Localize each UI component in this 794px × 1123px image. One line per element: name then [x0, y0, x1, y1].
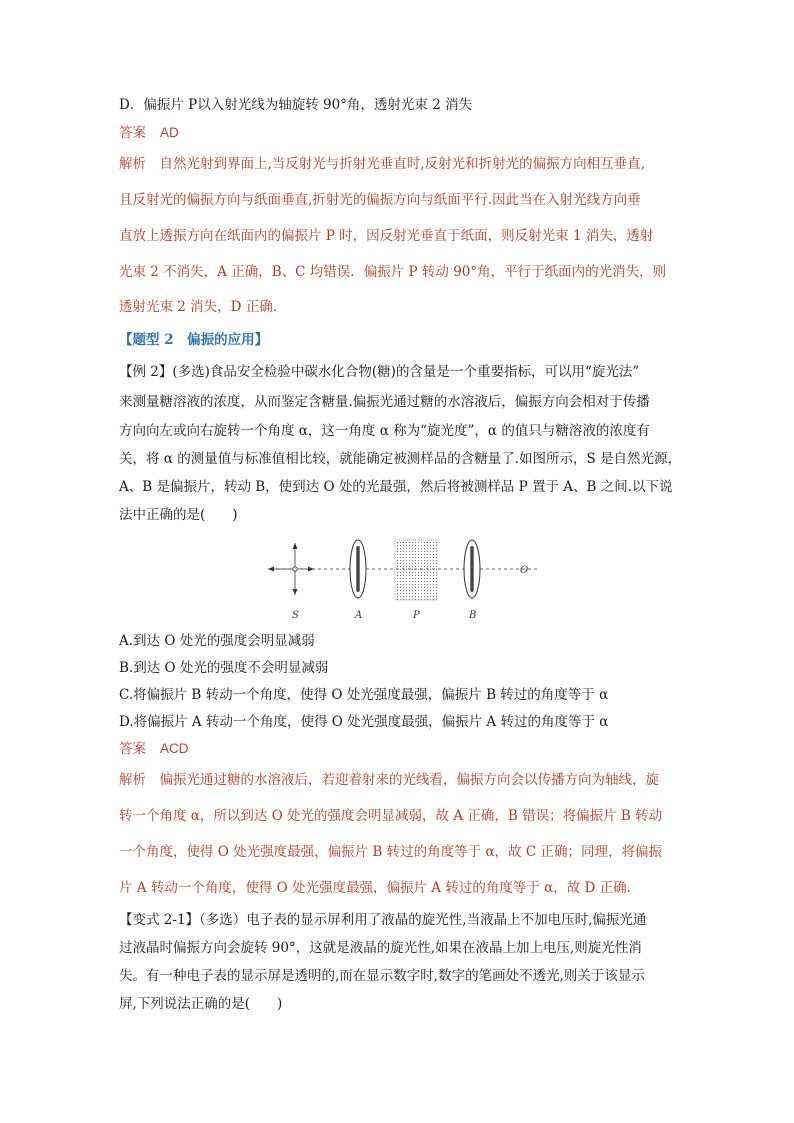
- example-2-line: 来测量糖溶液的浓度，从而鉴定含糖量.偏振光通过糖的水溶液后，偏振方向会相对于传播: [119, 394, 650, 410]
- label-p: P: [413, 610, 420, 621]
- answer-2: [119, 740, 189, 758]
- polarization-diagram: [262, 533, 552, 623]
- answer-value: AD: [160, 125, 179, 140]
- option-d-previous: D．偏振片 P以入射光线为轴旋转 90°角，透射光束 2 消失: [119, 97, 473, 113]
- option-c: C.将偏振片 B 转动一个角度，使得 O 处光强度最强，偏振片 B 转过的角度等于 α: [119, 687, 609, 703]
- section-heading: 【题型 2 偏振的应用】: [119, 332, 269, 348]
- arrow-left-icon: [268, 567, 274, 572]
- label-o: O: [520, 565, 529, 576]
- polarizer-a-slit: [356, 546, 359, 592]
- variant-line: 失。有一种电子表的显示屏是透明的,而在显示数字时,数字的笔画处不透光,则关于该显示: [119, 968, 645, 984]
- option-a: A.到达 O 处光的强度会明显减弱: [119, 633, 315, 649]
- variant-line: 过液晶时偏振方向会旋转 90°，这就是液晶的旋光性,如果在液晶上加上电压,则旋光性消: [119, 940, 642, 956]
- sample-p: [395, 540, 437, 600]
- explanation-1-line: 且反射光的偏振方向与纸面垂直,折射光的偏振方向与纸面平行.因此当在入射光线方向垂: [119, 192, 641, 208]
- arrow-right-icon: [308, 567, 314, 572]
- explanation-1-line: 直放上透振方向在纸面内的偏振片 P 时，因反射光垂直于纸面，则反射光束 1 消失，透射: [119, 228, 654, 244]
- variant-line: 屏,下列说法正确的是( ): [119, 996, 283, 1012]
- label-s: S: [292, 610, 299, 621]
- label-b: B: [469, 610, 477, 621]
- explanation-2-line: 解析 偏振光通过糖的水溶液后，若迎着射来的光线看，偏振方向会以传播方向为轴线，旋: [119, 772, 659, 788]
- answer-value: ACD: [160, 741, 189, 756]
- light-source-dot: [293, 567, 297, 571]
- explanation-1-line: 透射光束 2 消失，D 正确．: [119, 299, 287, 315]
- option-b: B.到达 O 处光的强度不会明显减弱: [119, 660, 329, 676]
- explanation-1-line: 解析 自然光射到界面上,当反射光与折射光垂直时,反射光和折射光的偏振方向相互垂直,: [119, 156, 645, 172]
- answer-label: 答案: [119, 125, 146, 141]
- explanation-1-line: 光束 2 不消失，A 正确，B、C 均错误．偏振片 P 转动 90°角，平行于纸面内的光消失，则: [119, 264, 667, 280]
- arrow-down-icon: [293, 589, 298, 595]
- example-2-line: 法中正确的是( ): [119, 507, 238, 523]
- answer-1: [119, 124, 179, 142]
- explanation-2-line: 转一个角度 α，所以到达 O 处光的强度会明显减弱，故 A 正确，B 错误；将偏振片 B 转动: [119, 808, 663, 824]
- option-d: D.将偏振片 A 转动一个角度，使得 O 处光强度最强，偏振片 A 转过的角度等于 α: [119, 714, 609, 730]
- explanation-2-line: 片 A 转动一个角度，使得 O 处光强度最强，偏振片 A 转过的角度等于 α，故 D 正确.: [119, 880, 631, 896]
- example-2-line: 方向向左或向右旋转一个角度 α，这一角度 α 称为“旋光度”，α 的值只与糖溶液的浓度有: [119, 423, 650, 439]
- example-2-line: A、B 是偏振片，转动 B，使到达 O 处的光最强，然后将被测样品 P 置于 A、B 之间.以下说: [119, 479, 673, 495]
- polarizer-b-slit: [470, 546, 473, 592]
- arrow-up-icon: [293, 543, 298, 549]
- answer-label: 答案: [119, 741, 146, 757]
- example-2-line: 关，将 α 的测量值与标准值相比较，就能确定被测样品的含糖量了.如图所示，S 是自然光源，: [119, 451, 682, 467]
- example-2-line: 【例 2】(多选)食品安全检验中碳水化合物(糖)的含量是一个重要指标，可以用“旋光法”: [119, 364, 640, 380]
- explanation-2-line: 一个角度，使得 O 处光强度最强，偏振片 B 转过的角度等于 α，故 C 正确；同理，将偏振: [119, 844, 662, 860]
- variant-line: 【变式 2-1】（多选）电子表的显示屏利用了液晶的旋光性,当液晶上不加电压时,偏振光通: [119, 912, 647, 928]
- label-a: A: [355, 610, 363, 621]
